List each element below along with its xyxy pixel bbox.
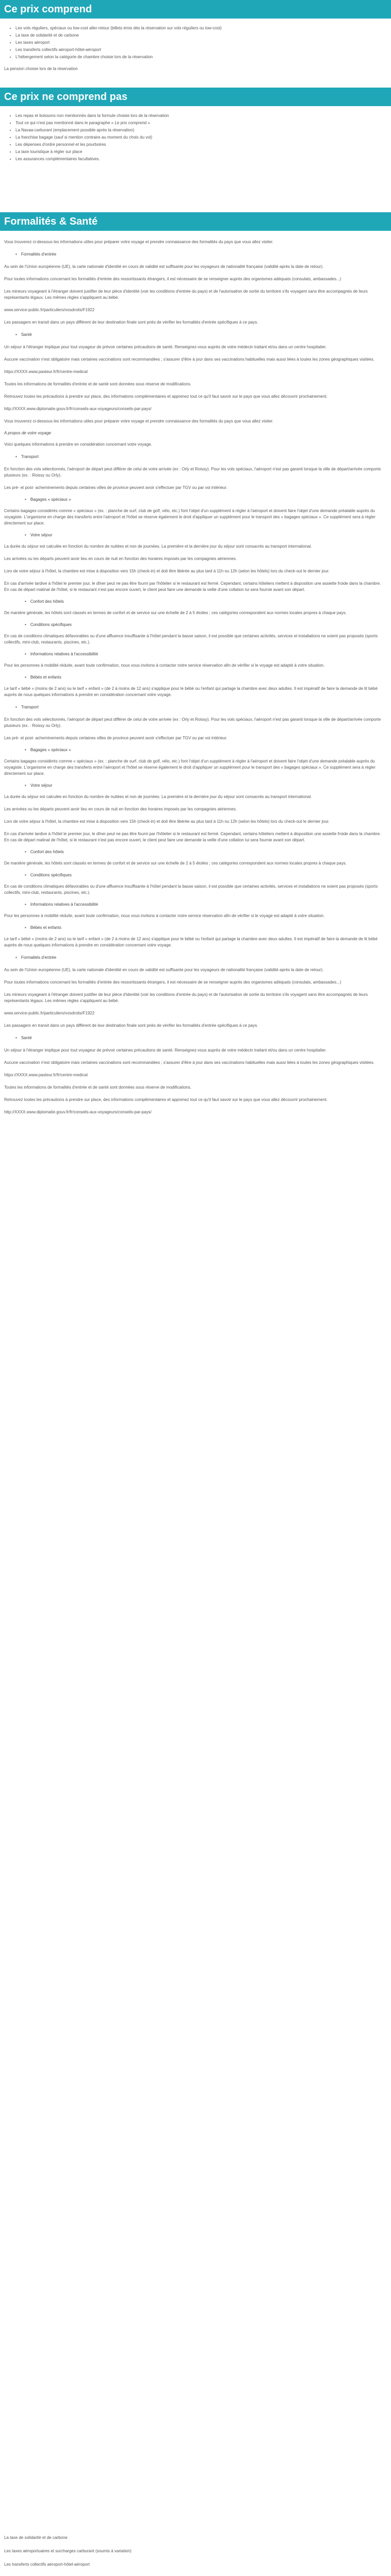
bagages-label: • Bagages « spéciaux »	[25, 497, 387, 502]
section-title-prix-compris: Ce prix comprend	[0, 0, 391, 19]
sante-p8: Retrouvez toutes les précautions à prendre sur place, des informations complémentaires et apprenez tout ce qu'il faut savoir sur le pays que vous allez découvrir prochainement.	[4, 1097, 328, 1102]
formalites-p4: Les passagers en transit dans un pays différent de leur destination finale sont priés de vérifier les formalités d'entrée spécifiques à ce pays.	[4, 320, 258, 325]
propos-title: A propos de votre voyage	[4, 431, 51, 435]
bebes-p: Le tarif « bébé » (moins de 2 ans) ou le tarif « enfant » (de 2 à moins de 12 ans) s'applique pour le bébé ou l'enfant qui partage la chambre avec deux adultes. Il est impératif de faire la demande de lit bébé auprès de nous quelques informations à prendre en considération concernant votre voyage.	[4, 686, 378, 697]
list-item: • Les dépenses d'ordre personnel et les pourboires	[15, 141, 387, 148]
formalites-link1[interactable]: www.service-public.fr/particuliers/vosdroits/F1922	[4, 308, 95, 312]
sante-link3[interactable]: http://XXXX.www.diplomatie.gouv.fr/fr/conseils-aux-voyageurs/conseils-par-pays/	[4, 406, 152, 411]
prix-compris-note: La pension choisie lors de la réservation	[4, 66, 78, 71]
bagages-p: Certains bagages considérés comme « spéciaux » (ex. : planche de surf, club de golf, vélo, etc.) font l'objet d'un supplément à régler à l'aéroport et doivent faire l'objet d'une demande préalable auprès du voyagiste. L'organisme en charge des transferts entre l'aéroport et l'hôtel se réserve également le droit d'appliquer un supplément pour le transport des « bagages spéciaux ». Ce supplément sera à régler directement sur place.	[4, 509, 376, 526]
confort-p: De manière générale, les hôtels sont classés en termes de confort et de service sur une échelle de 2 à 5 étoiles ; ces catégories correspondent aux normes locales propres à chaque pays.	[4, 861, 347, 866]
sante-link2[interactable]: https://XXXX.www.pasteur.fr/fr/centre-medical	[4, 369, 88, 374]
conditions-p: En cas de conditions climatiques défavorables ou d'une affluence insuffisante à l'hôtel pendant la basse saison, il est possible que certaines activités, services et installations ne soient pas proposés (sports collectifs, mini-club, restaurants, piscines, etc.).	[4, 634, 378, 645]
list-item: • Les vols réguliers, spéciaux ou low-cost aller-retour (billets émis dès la réservation sur vols réguliers ou low-cost)	[15, 25, 387, 32]
conditions-label: • Conditions spécifiques	[25, 622, 387, 627]
votre-sejour-p1: La durée du séjour est calculée en fonction du nombre de nuitées et non de journées. La première et la dernière jour du séjour sont consacrés au transport international.	[4, 544, 312, 549]
sante-p6: Aucune vaccination n'est obligatoire mais certaines vaccinations sont recommandées ; s'assurer d'être à jour dans ses vaccinations habituelles mais aussi liées à toutes les zones géographiques visitées.	[4, 1060, 374, 1065]
list-item: • Tout ce qui n'est pas mentionné dans le paragraphe « Le prix comprend »	[15, 120, 387, 127]
confort-p: De manière générale, les hôtels sont classés en termes de confort et de service sur une échelle de 2 à 5 étoiles ; ces catégories correspondent aux normes locales propres à chaque pays.	[4, 611, 347, 615]
prix-compris-list	[4, 25, 387, 61]
sante-p5: Un séjour à l'étranger implique pour tout voyageur de prévoir certaines précautions de santé. Renseignez-vous auprès de votre médecin traitant et/ou dans un centre hospitalier.	[4, 345, 327, 349]
transport-p1: En fonction des vols sélectionnés, l'aéroport de départ peut différer de celui de votre arrivée (ex : Orly et Roissy). Pour les vols spéciaux, l'aéroport n'est pas garanti lorsque la ville de départ/arrivée comporte plusieurs (ex. : Roissy ou Orly).	[4, 467, 381, 478]
transport-bullet: • Transport	[15, 454, 387, 460]
votre-sejour-p1: La durée du séjour est calculée en fonction du nombre de nuitées et non de journées. La première et la dernière jour du séjour sont consacrés au transport international.	[4, 794, 312, 799]
votre-sejour-p4: En cas d'arrivée tardive à l'hôtel le premier jour, le dîner peut ne pas être fourni par l'hôtelier si le restaurant est fermé. Cependant, certains hôteliers mettent à disposition une assiette froide dans la chambre. En cas de départ matinal de l'hôtel, si le restaurant n'est pas encore ouvert, le client peut faire une demande la veille d'une collation lui sera fournie avant son départ.	[4, 581, 381, 592]
trailing-line: Les taxes aéroportuaires et surcharges carburant (soumis à variation)	[4, 2549, 132, 2553]
votre-sejour-p4: En cas d'arrivée tardive à l'hôtel le premier jour, le dîner peut ne pas être fourni par l'hôtelier si le restaurant est fermé. Cependant, certains hôteliers mettent à disposition une assiette froide dans la chambre. En cas de départ matinal de l'hôtel, si le restaurant n'est pas encore ouvert, le client peut faire une demande la veille d'une collation lui sera fournie avant son départ.	[4, 832, 381, 842]
formalites-p1: Au sein de l'Union européenne (UE), la carte nationale d'identité en cours de validité est suffisante pour les voyageurs de nationalité française (validité après la date de retour).	[4, 264, 324, 269]
accessibilite-p: Pour les personnes à mobilité réduite, avant toute confirmation, nous vous invitons à contacter notre service réservation afin de vérifier si le voyage est adapté à votre situation.	[4, 663, 325, 668]
formalites-p3: Les mineurs voyageant à l'étranger doivent justifier de leur pièce d'identité (voir les conditions d'entrée du pays) et de l'autorisation de sortie du territoire s'ils voyagent sans être accompagnés de leurs représentants légaux. Les mêmes règles s'appliquent au bébé.	[4, 289, 368, 300]
accessibilite-label: • Informations relatives à l'accessibilité	[25, 652, 387, 656]
conditions-p: En cas de conditions climatiques défavorables ou d'une affluence insuffisante à l'hôtel pendant la basse saison, il est possible que certaines activités, services et installations ne soient pas proposés (sports collectifs, mini-club, restaurants, piscines, etc.).	[4, 884, 378, 895]
list-item: • Les taxes aéroport	[15, 39, 387, 46]
trailing-line: La taxe de solidarité et de carbone	[4, 2535, 68, 2540]
sante-link2[interactable]: https://XXXX.www.pasteur.fr/fr/centre-medical	[4, 1073, 88, 1077]
bebes-label: • Bébés et enfants	[25, 925, 387, 930]
conditions-label: • Conditions spécifiques	[25, 873, 387, 877]
formalites-p2: Pour toutes informations concernant les formalités d'entrée des ressortissants étrangers, il est nécessaire de se renseigner auprès des organismes adéquats (consulats, ambassades...)	[4, 980, 341, 985]
votre-sejour-label: • Votre séjour	[25, 533, 387, 537]
list-item: • Les assurances complémentaires facultatives.	[15, 156, 387, 163]
list-item: • La taxe de solidarité et de carbone	[15, 32, 387, 39]
votre-sejour-p3: Lors de votre séjour à l'hôtel, la chambre est mise à disposition vers 15h (check-in) et doit être libérée au plus tard à 11h ou 12h (selon les hôtels) lors du check-out le dernier jour.	[4, 569, 330, 573]
votre-sejour-p2: Les arrivées ou les départs peuvent avoir lieu en cours de nuit en fonction des horaires imposés par les compagnies aériennes.	[4, 556, 237, 561]
trailing-line: Les transferts collectifs aéroport-hôtel-aéroport	[4, 2562, 90, 2567]
list-item: • La taxe touristique à régler sur place	[15, 148, 387, 156]
section-prix-non-compris	[0, 88, 391, 163]
sante-p6: Aucune vaccination n'est obligatoire mais certaines vaccinations sont recommandées ; s'assurer d'être à jour dans ses vaccinations habituelles mais aussi liées à toutes les zones géographiques visitées.	[4, 357, 374, 362]
section-prix-compris	[0, 0, 391, 78]
formalites-link1[interactable]: www.service-public.fr/particuliers/vosdroits/F1922	[4, 1011, 95, 1015]
section-title-formalites: Formalités & Santé	[0, 212, 391, 231]
confort-label: • Confort des hôtels	[25, 850, 387, 854]
section-title-prix-non-compris: Ce prix ne comprend pas	[0, 88, 391, 106]
list-item: • La franchise bagage (sauf si mention contraire au moment du choix du vol)	[15, 134, 387, 141]
votre-sejour-label: • Votre séjour	[25, 783, 387, 788]
accessibilite-label: • Informations relatives à l'accessibilité	[25, 902, 387, 907]
transport-p2: Les pré- et post- acheminements depuis certaines villes de province peuvent avoir s'effectuer par TGV ou par voi intérieur.	[4, 485, 227, 490]
propos-intro: Voici quelques informations à prendre en considération concernant votre voyage.	[4, 442, 152, 447]
prix-non-compris-list	[4, 112, 387, 163]
list-item: • L'hébergement selon la catégorie de chambre choisie lors de la réservation	[15, 54, 387, 61]
list-item: • Les repas et boissons non mentionnés dans la formule choisie lors de la réservation	[15, 112, 387, 120]
bebes-p: Le tarif « bébé » (moins de 2 ans) ou le tarif « enfant » (de 2 à moins de 12 ans) s'applique pour le bébé ou l'enfant qui partage la chambre avec deux adultes. Il est impératif de faire la demande de lit bébé auprès de nous quelques informations à prendre en considération concernant votre voyage.	[4, 937, 378, 947]
sante-p7: Toutes les informations de formalités d'entrée et de santé sont données sous réserve de modifications.	[4, 382, 192, 386]
bebes-label: • Bébés et enfants	[25, 675, 387, 680]
formalites-bullet: • Formalités d'entrée	[15, 251, 387, 258]
sante-bullet: • Santé	[15, 332, 387, 338]
formalites-p3: Les mineurs voyageant à l'étranger doivent justifier de leur pièce d'identité (voir les conditions d'entrée du pays) et de l'autorisation de sortie du territoire s'ils voyagent sans être accompagnés de leurs représentants légaux. Les mêmes règles s'appliquent au bébé.	[4, 992, 368, 1003]
list-item: • La Navaa-carburant (emplacement possible après la réservation)	[15, 127, 387, 134]
formalites-bullet: • Formalités d'entrée	[15, 955, 387, 961]
votre-sejour-p2: Les arrivées ou les départs peuvent avoir lieu en cours de nuit en fonction des horaires imposés par les compagnies aériennes.	[4, 807, 237, 811]
transport-p2: Les pré- et post- acheminements depuis certaines villes de province peuvent avoir s'effectuer par TGV ou par voi intérieur.	[4, 736, 227, 740]
accessibilite-p: Pour les personnes à mobilité réduite, avant toute confirmation, nous vous invitons à contacter notre service réservation afin de vérifier si le voyage est adapté à votre situation.	[4, 913, 325, 918]
formalites-p2: Pour toutes informations concernant les formalités d'entrée des ressortissants étrangers, il est nécessaire de se renseigner auprès des organismes adéquats (consulats, ambassades...)	[4, 277, 341, 281]
bagages-p: Certains bagages considérés comme « spéciaux » (ex. : planche de surf, club de golf, vélo, etc.) font l'objet d'un supplément à régler à l'aéroport et doivent faire l'objet d'une demande préalable auprès du voyagiste. L'organisme en charge des transferts entre l'aéroport et l'hôtel se réserve également le droit d'appliquer un supplément pour le transport des « bagages spéciaux ». Ce supplément sera à régler directement sur place.	[4, 759, 376, 776]
formalites-intro: Vous trouverez ci-dessous les informations utiles pour préparer votre voyage et prendre connaissance des formalités du pays que vous allez visiter.	[4, 240, 274, 244]
confort-label: • Confort des hôtels	[25, 599, 387, 604]
sante-bullet: • Santé	[15, 1035, 387, 1041]
list-item: • Les transferts collectifs aéroport-hôtel-aéroport	[15, 46, 387, 54]
formalites-p1: Au sein de l'Union européenne (UE), la carte nationale d'identité en cours de validité est suffisante pour les voyageurs de nationalité française (validité après la date de retour).	[4, 968, 324, 972]
section-formalites	[0, 212, 391, 1122]
votre-sejour-p3: Lors de votre séjour à l'hôtel, la chambre est mise à disposition vers 15h (check-in) et doit être libérée au plus tard à 11h ou 12h (selon les hôtels) lors du check-out le dernier jour.	[4, 819, 330, 824]
trailing-list	[0, 2535, 391, 2576]
sante-p5: Un séjour à l'étranger implique pour tout voyageur de prévoir certaines précautions de santé. Renseignez-vous auprès de votre médecin traitant et/ou dans un centre hospitalier.	[4, 1048, 327, 1053]
formalites-p9: Vous trouverez ci-dessous les informations utiles pour préparer votre voyage et prendre connaissance des formalités du pays que vous allez visiter.	[4, 419, 274, 423]
bagages-label: • Bagages « spéciaux »	[25, 748, 387, 752]
sante-p7: Toutes les informations de formalités d'entrée et de santé sont données sous réserve de modifications.	[4, 1085, 192, 1090]
transport-p1: En fonction des vols sélectionnés, l'aéroport de départ peut différer de celui de votre arrivée (ex : Orly et Roissy). Pour les vols spéciaux, l'aéroport n'est pas garanti lorsque la ville de départ/arrivée comporte plusieurs (ex. : Roissy ou Orly).	[4, 717, 381, 728]
transport-bullet: • Transport	[15, 704, 387, 710]
formalites-p4: Les passagers en transit dans un pays différent de leur destination finale sont priés de vérifier les formalités d'entrée spécifiques à ce pays.	[4, 1023, 258, 1028]
sante-p8: Retrouvez toutes les précautions à prendre sur place, des informations complémentaires et apprenez tout ce qu'il faut savoir sur le pays que vous allez découvrir prochainement.	[4, 394, 328, 399]
sante-link3[interactable]: http://XXXX.www.diplomatie.gouv.fr/fr/conseils-aux-voyageurs/conseils-par-pays/	[4, 1110, 152, 1114]
